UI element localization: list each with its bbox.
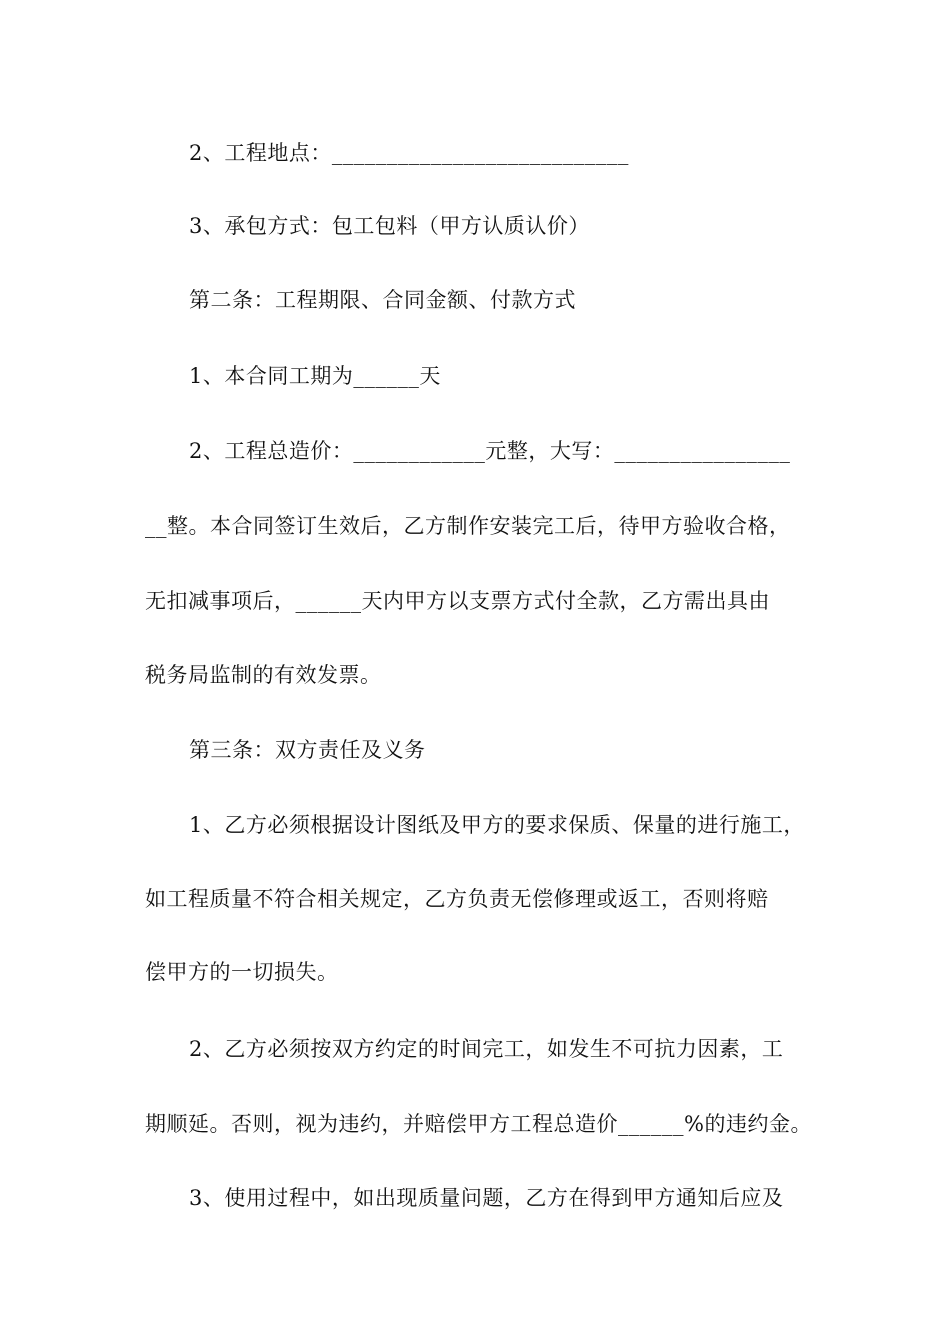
clause-3-heading: 第三条：双方责任及义务: [189, 738, 426, 762]
clause-2-item-2-total-cost: 2、工程总造价：____________元整，大写：________________: [189, 439, 791, 463]
clause-3-item-2-continuation: 期顺延。否则，视为违约，并赔偿甲方工程总造价______%的违约金。: [145, 1112, 812, 1136]
clause-3-item-1: 1、乙方必须根据设计图纸及甲方的要求保质、保量的进行施工，: [189, 813, 805, 837]
clause-3-item-1-continuation-2: 偿甲方的一切损失。: [145, 960, 339, 984]
clause-1-item-3-contract-method: 3、承包方式：包工包料（甲方认质认价）: [189, 214, 590, 238]
clause-3-item-2: 2、乙方必须按双方约定的时间完工，如发生不可抗力因素，工: [189, 1037, 784, 1061]
clause-3-item-1-continuation-1: 如工程质量不符合相关规定，乙方负责无偿修理或返工，否则将赔: [145, 887, 769, 911]
clause-1-item-2-location: 2、工程地点：___________________________: [189, 141, 629, 165]
clause-3-item-3: 3、使用过程中，如出现质量问题，乙方在得到甲方通知后应及: [189, 1186, 784, 1210]
clause-2-item-2-continuation-3: 税务局监制的有效发票。: [145, 663, 382, 687]
clause-2-item-2-continuation-2: 无扣减事项后，______天内甲方以支票方式付全款，乙方需出具由: [145, 589, 770, 613]
clause-2-item-2-continuation-1: __整。本合同签订生效后，乙方制作安装完工后，待甲方验收合格，: [145, 514, 791, 538]
clause-2-heading: 第二条：工程期限、合同金额、付款方式: [189, 288, 576, 312]
clause-2-item-1-duration: 1、本合同工期为______天: [189, 364, 441, 388]
